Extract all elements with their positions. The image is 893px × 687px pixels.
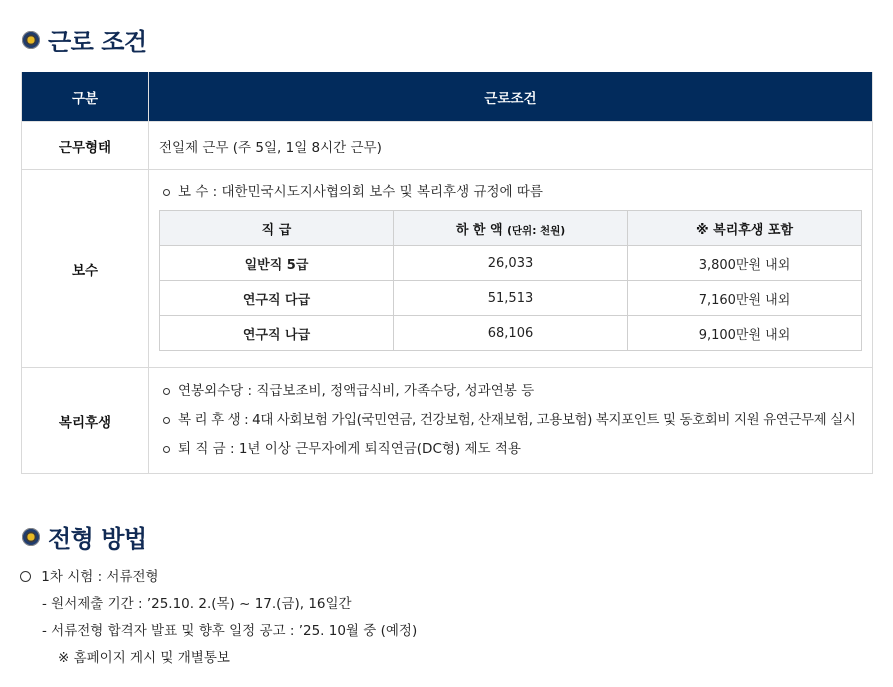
- table-row: [160, 316, 862, 351]
- min-cell: 68,106: [394, 316, 628, 351]
- rank-cell: 연구직 다급: [160, 281, 394, 316]
- row-label: 보수: [22, 170, 149, 368]
- table-row-welfare: [22, 368, 873, 474]
- bullet-icon: [163, 189, 170, 196]
- list-item: [159, 406, 868, 435]
- emblem-icon: [22, 31, 40, 49]
- work-type-text: 전일제 근무 (주 5일, 1일 8시간 근무): [149, 122, 873, 170]
- section-heading-work-conditions: [22, 22, 147, 57]
- row-label: 복리후생: [22, 368, 149, 474]
- rank-cell: 일반직 5급: [160, 246, 394, 281]
- welfare-item-text: 퇴 직 금 : 1년 이상 근무자에게 퇴직연금(DC형) 제도 적용: [178, 441, 521, 457]
- column-header-min: [394, 211, 628, 246]
- unit-label: (단위: 천원): [507, 224, 566, 237]
- process-step: [20, 567, 417, 594]
- row-label: 근무형태: [22, 122, 149, 170]
- welfare-item-text: 복 리 후 생 : 4대 사회보험 가입(국민연금, 건강보험, 산재보험, 고용보험) 복지포인트 및 동호회비 지원 유연근무제 실시: [178, 412, 856, 428]
- salary-table: [159, 210, 862, 351]
- incl-cell: 9,100만원 내외: [628, 316, 862, 351]
- process-detail: - 원서제출 기간 : ’25.10. 2.(목) ~ 17.(금), 16일간: [42, 596, 352, 612]
- selection-process: [20, 567, 417, 675]
- work-conditions-table: [21, 72, 873, 474]
- column-header-category: 구분: [22, 72, 149, 122]
- incl-cell: 7,160만원 내외: [628, 281, 862, 316]
- bullet-icon: [163, 388, 170, 395]
- section-heading-selection-method: [22, 519, 147, 554]
- section-title: 전형 방법: [48, 525, 147, 553]
- table-row: [160, 246, 862, 281]
- table-row-work-type: [22, 122, 873, 170]
- table-row: [160, 281, 862, 316]
- bullet-icon: [163, 446, 170, 453]
- bullet-icon: [163, 417, 170, 424]
- column-header-incl: ※ 복리후생 포함: [628, 211, 862, 246]
- list-item: [159, 377, 868, 406]
- welfare-item-text: 연봉외수당 : 직급보조비, 정액급식비, 가족수당, 성과연봉 등: [178, 383, 535, 399]
- section-title: 근로 조건: [48, 28, 147, 56]
- min-label: 하 한 액: [455, 222, 503, 238]
- emblem-icon: [22, 528, 40, 546]
- process-detail: - 서류전형 합격자 발표 및 향후 일정 공고 : ’25. 10월 중 (예정): [42, 623, 418, 639]
- step-text: 1차 시험 : 서류전형: [41, 569, 159, 585]
- process-note: ※ 홈페이지 게시 및 개별통보: [58, 650, 230, 666]
- column-header-conditions: 근로조건: [149, 72, 873, 122]
- list-item: [159, 435, 868, 464]
- min-cell: 26,033: [394, 246, 628, 281]
- column-header-rank: 직 급: [160, 211, 394, 246]
- rank-cell: 연구직 나급: [160, 316, 394, 351]
- min-cell: 51,513: [394, 281, 628, 316]
- incl-cell: 3,800만원 내외: [628, 246, 862, 281]
- table-row-pay: [22, 170, 873, 368]
- circle-bullet-icon: [20, 571, 31, 582]
- list-item: [159, 178, 862, 207]
- pay-bullet-text: 보 수 : 대한민국시도지사협의회 보수 및 복리후생 규정에 따름: [178, 184, 543, 200]
